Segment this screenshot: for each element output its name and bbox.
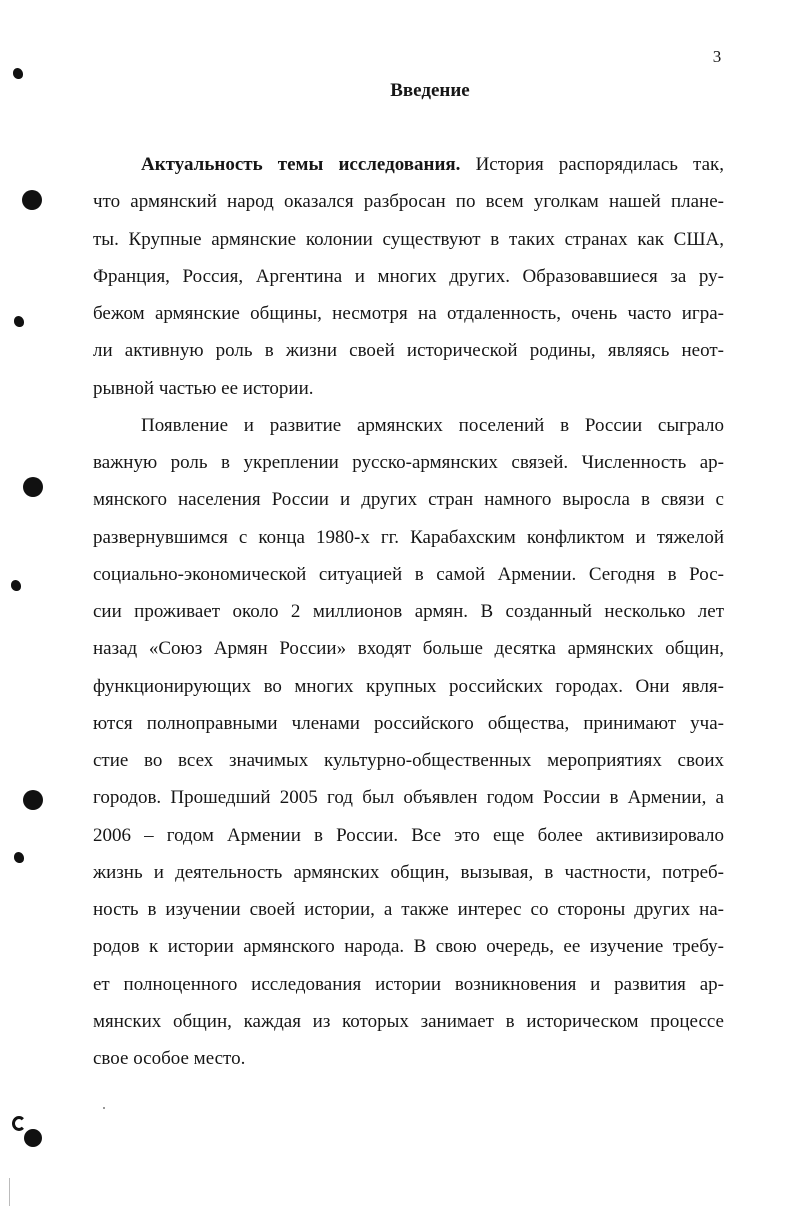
text-line: назад «Союз Армян России» входят больше десятка армянских общин, — [93, 638, 724, 660]
punch-hole-mark — [23, 790, 43, 810]
text-line: свое особое место. — [93, 1048, 246, 1069]
text-line: бежом армянские общины, несмотря на отдаленность, очень часто игра- — [93, 303, 724, 324]
text-line: развернувшимся с конца 1980-х гг. Карабахским конфликтом и тяжелой — [93, 526, 724, 548]
text-line: родов к истории армянского народа. В свою очередь, ее изучение требу- — [93, 936, 724, 958]
text-line: ет полноценного исследования истории возникновения и развития ар- — [93, 973, 724, 995]
text-line: что армянский народ оказался разбросан по всем уголкам нашей плане- — [93, 191, 724, 213]
text-line: Франция, Россия, Аргентина и многих других. Образовавшиеся за ру- — [93, 265, 724, 287]
text-line: 2006 – годом Армении в России. Все это еще более активизировало — [93, 824, 724, 846]
scan-mark — [14, 852, 24, 863]
punch-hole-mark — [23, 477, 43, 497]
text-line: функционирующих во многих крупных российских городах. Они явля- — [93, 675, 724, 697]
scan-edge-line — [9, 1178, 10, 1206]
scan-mark — [14, 316, 24, 327]
text-line: ются полноправными членами российского общества, принимают уча- — [93, 712, 724, 734]
text-line: рывной частью ее истории. — [93, 377, 314, 399]
text-line: важную роль в укреплении русско-армянских связей. Численность ар- — [93, 452, 724, 473]
text-line — [93, 146, 724, 183]
page-number: 3 — [712, 47, 722, 66]
paragraph-relevance — [93, 146, 724, 407]
text-line: стие во всех значимых культурно-общественных мероприятиях своих — [93, 750, 724, 771]
paragraph-armenian-settlements — [93, 407, 724, 1078]
punch-hole-mark — [24, 1129, 42, 1147]
page-title: Введение — [390, 80, 470, 101]
text-line: мянских общин, каждая из которых занимает в историческом процессе — [93, 1010, 724, 1032]
text-line: социально-экономической ситуацией в самой Армении. Сегодня в Рос- — [93, 563, 724, 585]
section-lead-heading: Актуальность темы исследования. — [141, 154, 461, 175]
text-line: ли активную роль в жизни своей исторической родины, являясь неот- — [93, 340, 724, 362]
scan-mark — [11, 580, 21, 591]
text-line: ты. Крупные армянские колонии существуют в таких странах как США, — [93, 228, 724, 250]
text-line: жизнь и деятельность армянских общин, вызывая, в частности, потреб- — [93, 861, 724, 883]
text-line: ность в изучении своей истории, а также интерес со стороны других на- — [93, 899, 724, 920]
scan-speck — [103, 1107, 105, 1109]
text-line: Появление и развитие армянских поселений в России сыграло — [141, 414, 724, 436]
scan-mark — [13, 68, 23, 79]
text-line: городов. Прошедший 2005 год был объявлен годом России в Армении, а — [93, 787, 724, 809]
body-text — [93, 146, 724, 1077]
text-line-content: История распорядилась так, — [475, 154, 724, 175]
punch-hole-mark — [22, 190, 42, 210]
text-line: сии проживает около 2 миллионов армян. В созданный несколько лет — [93, 601, 724, 622]
scan-mark — [12, 1116, 26, 1131]
text-line: мянского населения России и других стран намного выросла в связи с — [93, 489, 724, 511]
